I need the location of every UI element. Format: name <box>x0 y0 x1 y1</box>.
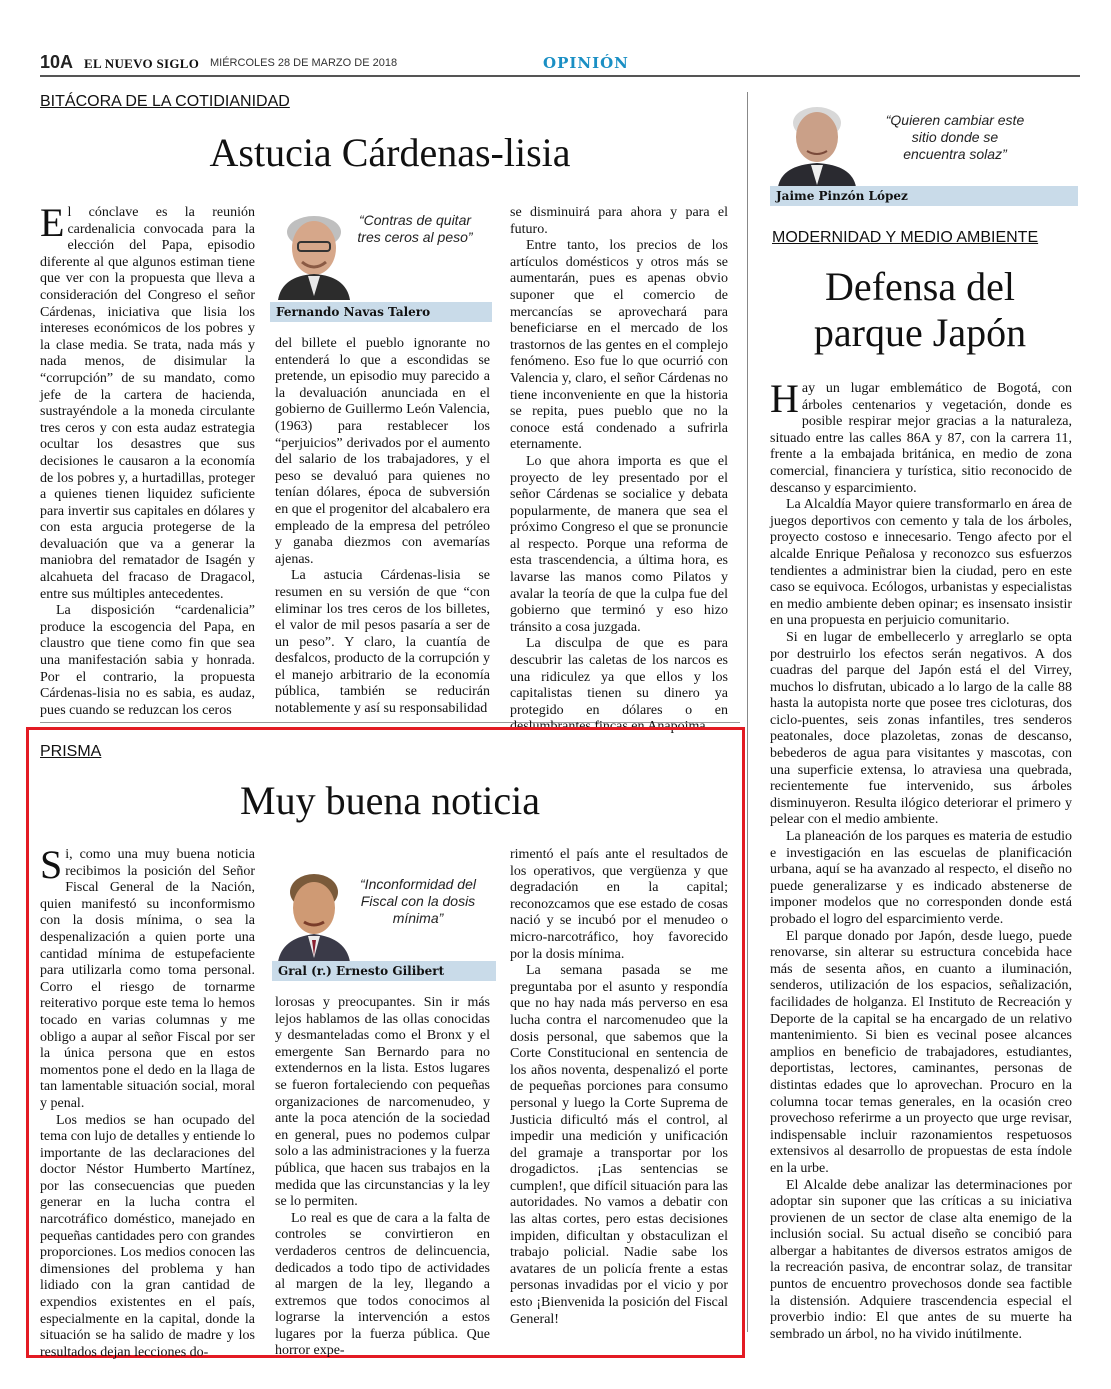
pullquote-gilibert: “Inconformidad del Fiscal con la dosis mínima” <box>360 876 476 926</box>
page-header <box>40 52 1080 74</box>
column-divider <box>747 92 748 1332</box>
author-photo-gilibert <box>274 862 354 962</box>
headline-defensa: Defensa del parque Japón <box>813 264 1027 355</box>
article2-column1: Si, como una muy buena noticia recibimos la posición del Señor Fiscal General de la Nación, quien manifestó su inconformismo con la dosis mínima, o sea la despenalización a quien porte una cantidad mínima de estupefaciente para utilizarla como toma personal. Corro el riesgo de tornarme reiterativo porque este tema lo hemos tocado en varias columnas y me obligo a aupar al señor Fiscal por ser la única persona que en estos momentos pone el dedo en la llaga de tan lamentable situación social, moral y penal. Los medios se han ocupado del tema con lujo de detalles y entiende lo importante de las declaraciones del doctor Néstor Humberto Martínez, por las consecuencias que pueden generar en la lucha contra el narcotráfico doméstico, manejado en pequeñas cantidades pero con grandes proporciones. Los medios conocen las dimensiones del problema y han lidiado con la gran cantidad de expendios existentes en el país, especialmente en la capital, donde la situación se ha salido de madre y los resultados dejan lecciones do- <box>40 842 255 1360</box>
dropcap: S <box>40 842 63 887</box>
headline-astucia: Astucia Cárdenas-lisia <box>209 130 571 175</box>
issue-date: MIÉRCOLES 28 DE MARZO DE 2018 <box>210 57 398 69</box>
section-title: OPINIÓN <box>543 54 629 72</box>
header-rule <box>40 75 1080 77</box>
author-photo-pinzon <box>772 95 862 187</box>
dropcap: E <box>40 200 65 245</box>
article1-column1: El cónclave es la reunión cardenalicia convocada para la elección del Papa, episodio diferente al que algunos estiman tiene que ver con la propuesta que lleva a consideración del Congreso el señor Cárdenas, iniciativa que lisia los intereses económicos de los pobres y la clase media. Se trata, nada más y nada menos, de disimular la “corrupción” de su mandato, como jefe de la cartera de hacienda, sustrayéndole a la moneda circulante tres ceros y con esta audaz estrategia ocultar los desastres que sus decisiones le causaron a la economía de los pobres y, a hurtadillas, proteger a quienes tienen liquidez suficiente para invertir sus capitales en dólares y con esta argucia protegerse de la devaluación que va a generar la maniobra del rematador de Isagén y alcahueta del fracaso de Dragacol, entre sus múltiples antecedentes. La disposición “cardenalicia” produce la escogencia del Papa, en claustro que tiene como fin que sea una manifestación sabia y honrada. Por el contrario, la propuesta Cárdenas-lisia no es sabia, es audaz, pues cuando se reduzcan los ceros <box>40 200 255 718</box>
byline-pinzon: Jaime Pinzón López <box>770 186 1078 206</box>
article1-column2: del billete el pueblo ignorante no entenderá lo que a escondidas se pretende, un episodio muy parecido a la devaluación anunciada en el gobierno de Guillermo León Valencia, (1963) para restablecer los “perjuicios” derivados por el aumento del salario de los trabajadores, y el peso se devaluó para quienes no tenían dólares, época de subversión en que el progenitor del alcabalero era empleado de la empresa del petróleo y ganaba diezmos con avemarías ajenas. La astucia Cárdenas-lisia se resumen en su versión de que “con eliminar los tres ceros de los billetes, el valor de mil pesos pasaría a ser de un peso”. Y claro, la cuantía de desfalcos, producto de la corrupción y el manejo arbitrario de la economía pública, también se reducirán notablemente y así su responsabilidad <box>275 336 490 717</box>
publication-name: EL NUEVO SIGLO <box>84 56 200 71</box>
article2-column3: rimentó el país ante el resultados de los operativos, que vergüenza y que degradación en la capital; reconozcamos que ese estado de cosas nació y se incubó por el menudeo o micro-narcotráfico, hoy favorecido por la dosis mínima. La semana pasada se me preguntaba por el asunto y respondía que no hay nada más perverso en esa lucha contra el narcomenudeo que la dosis personal, que sabemos que la Corte Constitucional en sentencia de los años noventa, despenalizó el porte de pequeñas porciones para consumo personal y luego la Corte Suprema de Justicia dificultó más el control, al impedir una medición y unificación del gramaje a transportar por los drogadictos. ¡Las sentencias se cumplen!, que difícil situación para las autoridades. No vamos a debatir con las altas cortes, pero estas decisiones impiden, dificultan y obstaculizan el trabajo policial. Nadie sabe los avatares de un policía frente a estas personas invadidas por el vicio y por esto ¡Bienvenida la posición del Fiscal General! <box>510 847 728 1327</box>
headline-muy-buena-noticia: Muy buena noticia <box>240 778 540 823</box>
kicker-bitacora: BITÁCORA DE LA COTIDIANIDAD <box>40 93 290 110</box>
byline-navas: Fernando Navas Talero <box>270 302 492 322</box>
pullquote-pinzon: “Quieren cambiar este sitio donde se encuentra solaz” <box>885 112 1025 162</box>
dropcap: H <box>770 376 799 421</box>
page-number: 10A <box>40 52 74 72</box>
author-photo-navas <box>272 200 354 300</box>
pullquote-navas: “Contras de quitar tres ceros al peso” <box>357 212 473 245</box>
article3-column: Hay un lugar emblemático de Bogotá, con árboles centenarios y vegetación, donde es posible respirar mejor gracias a la naturaleza, situado entre las calles 86A y 87, con la carrera 11, frente a la embajada británica, en medio de zona comercial, financiera y turística, sitio reconocido de descanso y esparcimiento. La Alcaldía Mayor quiere transformarlo en área de juegos deportivos con cemento y tala de los árboles, proyecto costoso e innecesario. Tengo afecto por el alcalde Enrique Peñalosa y reconozco sus esfuerzos tendientes a administrar bien la ciudad, pero en este caso se equivoca. Ecólogos, urbanistas y especialistas en medio ambiente deben opinar; es insensato insistir en una propuesta en perjuicio comunitario. Si en lugar de embellecerlo y arreglarlo se opta por destruirlo los efectos serán negativos. A dos cuadras del parque del Japón está el del Virrey, muchos lo disfrutan, ubicado a lo largo de la calle 88 hasta la autopista norte que posee tres cicloturas, dos ciclo-puentes, seis zonas infantiles, tres senderos peatonales, doce plazoletas, zonas de descanso, bebederos de agua para visitantes y mascotas, con una superficie extensa, lo atraviesa una quebrada, recientemente fue intervenido, sus árboles disminuyeron. Resulta ilógico deteriorar el primero y pelear con el medio ambiente. La planeación de los parques es materia de estudio e investigación en las escuelas de planificación urbana, aquí se ha avanzado al respecto, el diseño no puede generalizarse y es indicado abstenerse de imponer modelos que no corresponden donde está probado el logro del esparcimiento verde. El parque donado por Japón, desde luego, puede renovarse, sin alterar su estructura concebida hace más de sesenta años, en cuanto a iluminación, senderos, utilización de los espacios, señalización, facilidades de holganza. El Instituto de Recreación y Deporte de la capital se ha encargado de un relativo mantenimiento. Si bien es vecinal posee alcances amplios en beneficio de trabajadores, estudiantes, deportistas, lectores, caminantes, personas de distintas edades que lo aprovechan. Procuro en la columna tocar temas generales, en la ocasión creo provechoso referirme a un proyecto que urge revisar, indispensable incluir razonamientos respetuosos extensivos al desarrollo de propuestas de esta índole en la urbe. El Alcalde debe analizar las determinaciones por adoptar sin suponer que las críticas a su iniciativa provienen de un sector de clase alta enemigo de la inclusión social. Su actual diseño se concibió para albergar a habitantes de diversos estratos amigos de la recreación pasiva, de encontrar solaz, de transitar puntos de encuentro provechosos donde sea factible la distensión. Adquiere trascendencia especial el proverbio indio: El que antes de su muerte ha sembrado un árbol, no ha vivido inútilmente. <box>770 376 1072 1342</box>
byline-gilibert: Gral (r.) Ernesto Gilibert <box>272 961 496 981</box>
kicker-prisma: PRISMA <box>40 743 102 760</box>
article2-column2: lorosas y preocupantes. Sin ir más lejos hablamos de las ollas conocidas y desmanteladas como el Bronx y el emergente San Bernardo para no extendernos en la lista. Estos lugares se fueron fortaleciendo con pequeñas organizaciones de narcomenudeo, y ante la poca atención de la sociedad en general, pues no podemos culpar solo a las administraciones y la fuerza pública, que hacen sus trabajos en la medida que las circunstancias y la ley se lo permiten. Lo real es que de cara a la falta de controles se convirtieron en verdaderos centros de delincuencia, dedicados a todo tipo de actividades al margen de la ley, llegando a extremos que todos conocimos al lograrse la intervención a estos lugares por la fuerza pública. Que horror expe- <box>275 995 490 1359</box>
article1-column3: se disminuirá para ahora y para el futuro. Entre tanto, los precios de los artículos domésticos y otros más se aumentarán, pues es apenas obvio suponer que el comercio de mercancías se aprovechará para beneficiarse en el mercado de los trastornos de las gentes en el complejo fenómeno. Eso fue lo que ocurrió con Valencia y, claro, el señor Cárdenas no tiene inconveniente en que la historia se repita, pues pueblo que no la conoce está condenado a sufrirla eternamente. Lo que ahora importa es que el proyecto de ley presentado por el señor Cárdenas se socialice y debata popularmente, de manera que sea el próximo Congreso el que se pronuncie al respecto. Porque una reforma de esta trascendencia, a última hora, es lavarse las manos como Pilatos y avalar la teoría de que la culpa fue del gobierno que terminó y eso hizo tránsito a cosa juzgada. La disculpa de que es para descubrir las caletas de los narcos es una ridiculez ya que ellos y los capitalistas tienen su dinero ya protegido en dólares o en deslumbrantes fincas en Anapoima. <box>510 205 728 735</box>
kicker-modernidad: MODERNIDAD Y MEDIO AMBIENTE <box>772 229 1039 246</box>
